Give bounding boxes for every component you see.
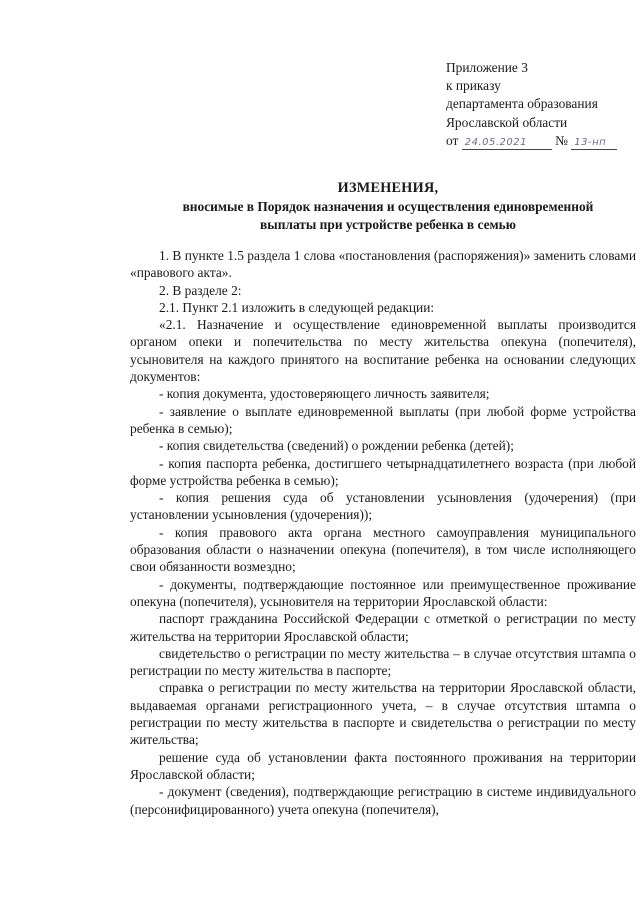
paragraph: 2.1. Пункт 2.1 изложить в следующей редакции: bbox=[159, 299, 435, 315]
sub-item: решение суда об установлении факта постоянного проживания на территории Ярославской области; bbox=[130, 749, 636, 782]
from-prefix: от bbox=[446, 132, 459, 148]
order-date-number-line bbox=[446, 132, 636, 150]
list-item: - копия свидетельства (сведений) о рождении ребенка (детей); bbox=[159, 438, 514, 454]
list-item: - заявление о выплате единовременной выплаты (при любой форме устройства ребенка в семью); bbox=[130, 403, 636, 436]
sub-item: свидетельство о регистрации по месту жительства – в случае отсутствия штампа о регистрации по месту жительства в паспорте; bbox=[130, 645, 636, 679]
subtitle-line: вносимые в Порядок назначения и осуществления единовременной bbox=[182, 199, 594, 214]
document-subtitle bbox=[138, 198, 638, 234]
appendix-line: Ярославской области bbox=[446, 114, 568, 130]
appendix-line: Приложение 3 bbox=[446, 60, 528, 75]
paragraph: 1. В пункте 1.5 раздела 1 слова «постановления (распоряжения)» заменить словами «правового акта». bbox=[130, 248, 636, 281]
appendix-line: к приказу bbox=[446, 78, 501, 94]
handwritten-date: 24.05.2021 bbox=[462, 136, 552, 150]
list-item: - документы, подтверждающие постоянное или преимущественное проживание опекуна (попечителя), усыновителя на территории Ярославской области: bbox=[130, 576, 636, 609]
appendix-block bbox=[446, 59, 636, 150]
paragraph: «2.1. Назначение и осуществление единовременной выплаты производится органом опеки и попечительства по месту жительства опекуна (попечителя), усыновителя на каждого принятого на воспитание ребенка на основании следующих документов: bbox=[130, 317, 636, 385]
sub-item: паспорт гражданина Российской Федерации с отметкой о регистрации по месту жительства на территории Ярославской области; bbox=[130, 611, 636, 644]
document-title: ИЗМЕНЕНИЯ, bbox=[337, 180, 439, 196]
subtitle-line: выплаты при устройстве ребенка в семью bbox=[260, 217, 516, 232]
paragraph: 2. В разделе 2: bbox=[159, 282, 242, 298]
number-prefix: № bbox=[555, 132, 568, 148]
handwritten-number: 13-нп bbox=[571, 136, 617, 150]
list-item: - копия решения суда об установлении усыновления (удочерения) (при установлении усыновления (удочерения)); bbox=[130, 490, 636, 523]
sub-item: справка о регистрации по месту жительства на территории Ярославской области, выдаваемая органами регистрационного учета, – в случае отсутствия штампа о регистрации по месту жительства в паспорте и свидетельства о регистрации по месту жительства; bbox=[130, 680, 636, 748]
list-item: - копия документа, удостоверяющего личность заявителя; bbox=[159, 386, 490, 402]
appendix-line: департамента образования bbox=[446, 96, 598, 112]
document-body bbox=[130, 247, 636, 818]
list-item: - копия паспорта ребенка, достигшего четырнадцатилетнего возраста (при любой форме устройства ребенка в семью); bbox=[130, 455, 636, 488]
list-item: - копия правового акта органа местного самоуправления муниципального образования области о назначении опекуна (попечителя), в том числе исполняющего свои обязанности возмездно; bbox=[130, 524, 636, 575]
list-item: - документ (сведения), подтверждающие регистрацию в системе индивидуального (персонифицированного) учета опекуна (попечителя), bbox=[130, 784, 636, 817]
